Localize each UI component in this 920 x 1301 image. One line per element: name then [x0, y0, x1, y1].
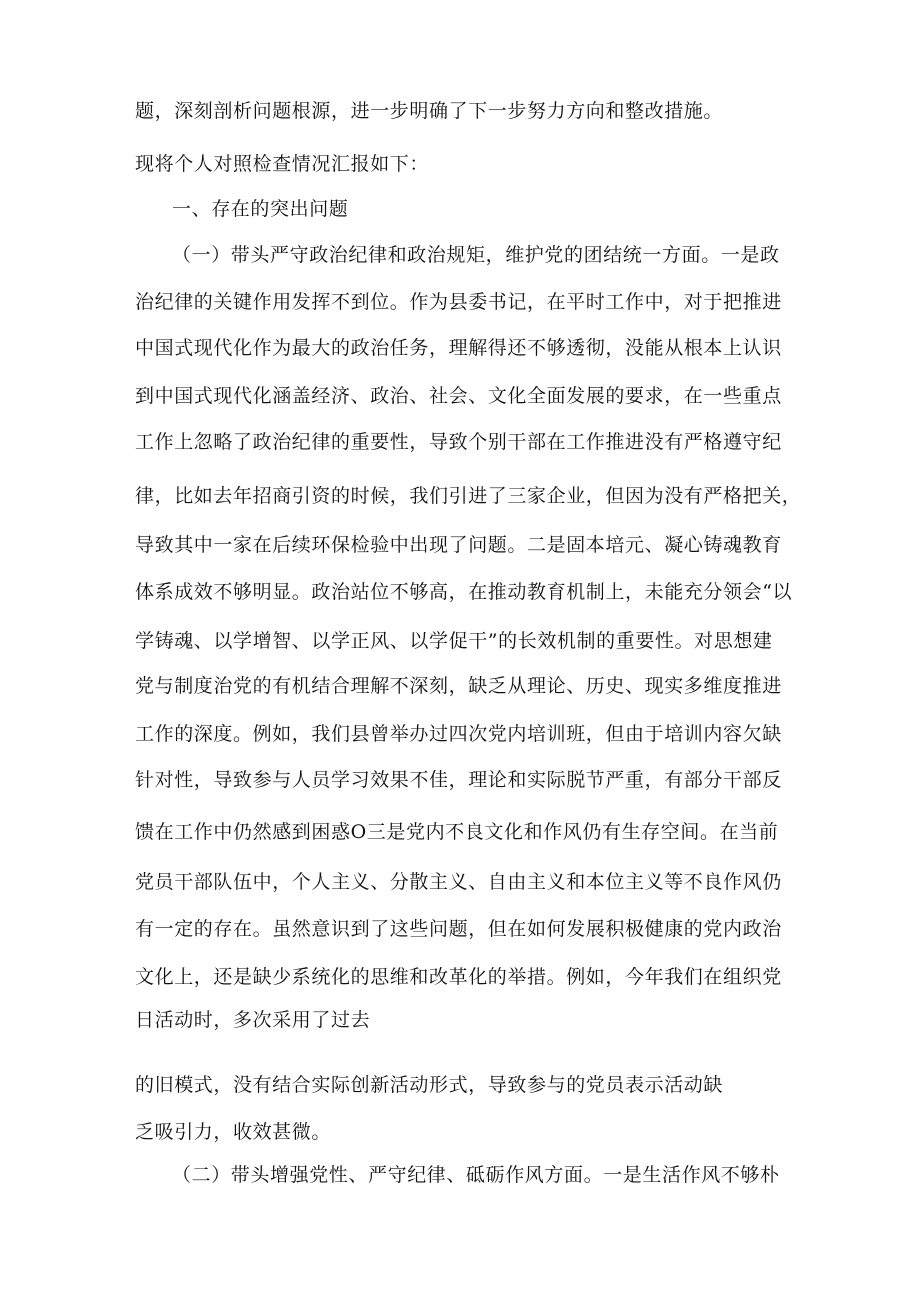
text-line: 日活动时，多次采用了过去 — [135, 1009, 371, 1031]
text-line: 学铸魂、以学增智、以学正风、以学促干”的长效机制的重要性。对思想建 — [135, 630, 773, 652]
text-line: 中国式现代化作为最大的政治任务，理解得还不够透彻，没能从根本上认识 — [135, 337, 782, 359]
text-line: 党员干部队伍中，个人主义、分散主义、自由主义和本位主义等不良作风仍 — [135, 871, 782, 893]
section-heading: 一、存在的突出问题 — [172, 198, 349, 220]
text-line: 题，深刻剖析问题根源，进一步明确了下一步努力方向和整改措施。 — [135, 100, 724, 122]
paragraph-heading-line: （二）带头增强党性、严守纪律、砥砺作风方面。一是生活作风不够朴 — [172, 1164, 780, 1186]
text-line: 的旧模式，没有结合实际创新活动形式，导致参与的党员表示活动缺 — [135, 1074, 724, 1096]
text-line: 导致其中一家在后续环保检验中出现了问题。二是固本培元、凝心铸魂教育 — [135, 534, 782, 556]
text-line: 工作的深度。例如，我们县曾举办过四次党内培训班，但由于培训内容欠缺 — [135, 723, 782, 745]
text-line: 乏吸引力，收效甚微。 — [135, 1121, 332, 1143]
text-line: 文化上，还是缺少系统化的思维和改革化的举措。例如，今年我们在组织党 — [135, 966, 782, 988]
text-line: 工作上忽略了政治纪律的重要性，导致个别干部在工作推进没有严格遵守纪 — [135, 431, 782, 453]
text-line: 治纪律的关键作用发挥不到位。作为县委书记，在平时工作中，对于把推进 — [135, 291, 782, 313]
text-line: 馈在工作中仍然感到困惑O三是党内不良文化和作风仍有生存空间。在当前 — [135, 821, 779, 843]
text-line: 有一定的存在。虽然意识到了这些问题，但在如何发展积极健康的党内政治 — [135, 918, 782, 940]
text-line: 律，比如去年招商引资的时候，我们引进了三家企业，但因为没有严格把关， — [135, 485, 802, 507]
text-line: 现将个人对照检查情况汇报如下： — [135, 153, 430, 175]
text-line: 党与制度治党的有机结合理解不深刻，缺乏从理论、历史、现实多维度推进 — [135, 675, 782, 697]
text-line: 针对性，导致参与人员学习效果不佳，理论和实际脱节严重，有部分干部反 — [135, 769, 782, 791]
paragraph-heading-line: （一）带头严守政治纪律和政治规矩，维护党的团结统一方面。一是政 — [172, 244, 780, 266]
text-line: 体系成效不够明显。政治站位不够高，在推动教育机制上，未能充分领会“以 — [135, 581, 793, 603]
text-line: 到中国式现代化涵盖经济、政治、社会、文化全面发展的要求，在一些重点 — [135, 385, 782, 407]
